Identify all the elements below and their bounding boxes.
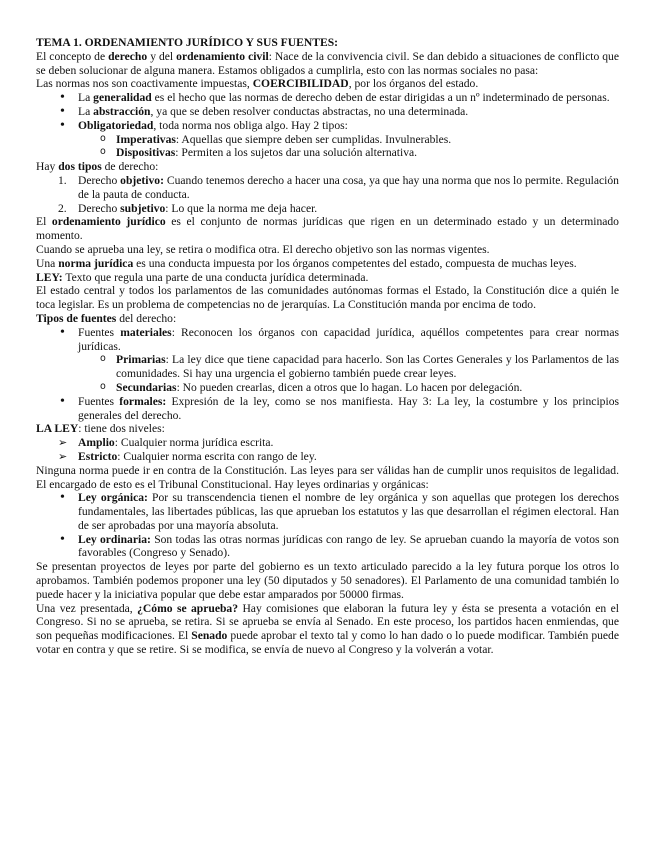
list-item: o Imperativas: Aquellas que siempre deben ser cumplidas. Invulnerables.: [116, 133, 619, 147]
paragraph-coercibilidad: Las normas nos son coactivamente impuestas, COERCIBILIDAD, por los órganos del estado.: [36, 77, 479, 91]
paragraph-constitucion: Ninguna norma puede ir en contra de la Constitución. Las leyes para ser válidas han de cumplir unos requisitos de legalidad. El encargado de esto es el Tribunal Constitucional. Hay leyes ordinarias y orgánicas:: [36, 463, 619, 491]
paragraph-ley-definition: LEY: Texto que regula una parte de una conducta jurídica determinada.: [36, 270, 369, 284]
list-item: • Fuentes materiales: Reconocen los órganos con capacidad jurídica, aquéllos competentes para crear normas jurídicas. o Primarias: La ley dice que tiene capacidad para hacerlo. Son las Cortes Generales y los Parlamentos de las comunidades. Si hay una urgencia el gobierno también puede crear leyes. o Secundarias: No pueden crearlas, dicen a otros que lo hagan. Lo hacen por delegación.: [78, 326, 619, 395]
list-item: 1. Derecho objetivo: Cuando tenemos derecho a hacer una cosa, ya que hay una norma que nos lo permite. Regulación de la pauta de conducta.: [58, 173, 619, 201]
paragraph-estado: El estado central y todos los parlamentos de las comunidades autónomas formas el Estado, la Constitución dice a quién le toca legislar. Es un problema de competencias no de jerarquías. La Constitución manda por encima de todo.: [36, 284, 619, 312]
list-item: o Secundarias: No pueden crearlas, dicen a otros que lo hagan. Lo hacen por delegación.: [116, 381, 619, 395]
list-item: ➢ Estricto: Cualquier norma escrita con rango de ley.: [78, 450, 619, 464]
derecho-types-list: [36, 174, 619, 215]
list-item: 2. Derecho subjetivo: Lo que la norma me deja hacer.: [58, 201, 318, 215]
paragraph-aprobacion: Una vez presentada, ¿Cómo se aprueba? Hay comisiones que elaboran la futura ley y ésta se presenta a votación en el Congreso. Si no se aprueba, se retira. Si se aprueba se envía al Senado. En este proceso, los partidos hacen enmiendas, que son pequeñas modificaciones. El Senado puede aprobar el texto tal y como lo han dado o lo puede modificar. También puede votar en contra y que se retire. Si se modifica, se envía de nuevo al Congreso y la volverán a votar.: [36, 601, 619, 657]
paragraph-dos-tipos: Hay dos tipos de derecho:: [36, 160, 159, 174]
list-item: o Dispositivas: Permiten a los sujetos dar una solución alternativa.: [116, 146, 619, 160]
list-item: • Obligatoriedad, toda norma nos obliga algo. Hay 2 tipos: o Imperativas: Aquellas que siempre deben ser cumplidas. Invulnerables. o Dispositivas: Permiten a los sujetos dar una solución alternativa.: [78, 119, 619, 160]
paragraph-norma-juridica: Una norma jurídica es una conducta impuesta por los órganos competentes del estado, compuesta de muchas leyes.: [36, 256, 577, 270]
paragraph-ordenamiento: El ordenamiento jurídico es el conjunto de normas jurídicas que rigen en un determinado estado y un determinado momento.: [36, 215, 619, 243]
paragraph-vigentes: Cuando se aprueba una ley, se retira o modifica otra. El derecho objetivo son las normas vigentes.: [36, 242, 490, 256]
paragraph-concept: El concepto de derecho y del ordenamiento civil: Nace de la convivencia civil. Se dan debido a situaciones de conflicto que se deben solucionar de alguna manera. Estamos obligados a cumplirla, esto con las normas sociales no pasa:: [36, 49, 620, 77]
ley-types-list: [36, 491, 619, 560]
fuentes-list: [36, 326, 619, 423]
ley-levels-list: [36, 436, 619, 464]
list-item: ➢ Amplio: Cualquier norma jurídica escrita.: [78, 436, 619, 450]
page-title: TEMA 1. ORDENAMIENTO JURÍDICO Y SUS FUENTES:: [36, 36, 339, 49]
list-item: o Primarias: La ley dice que tiene capacidad para hacerlo. Son las Cortes Generales y los Parlamentos de las comunidades. Si hay una urgencia el gobierno también puede crear leyes.: [116, 353, 619, 381]
characteristics-list: [36, 91, 619, 160]
list-item: • Fuentes formales: Expresión de la ley, como se nos manifiesta. Hay 3: La ley, la costumbre y los principios generales del derecho.: [78, 395, 619, 423]
paragraph-la-ley: LA LEY: tiene dos niveles:: [36, 422, 165, 436]
list-item: • Ley orgánica: Por su transcendencia tienen el nombre de ley orgánica y son aquellas que protegen los derechos fundamentales, las libertades públicas, las que aprueban los estatutos y las que desarrollan el régimen electoral. Han de ser aprobadas por una mayoría absoluta.: [78, 491, 619, 532]
list-item: • La abstracción, ya que se deben resolver conductas abstractas, no una determinada.: [78, 105, 619, 119]
obligatoriedad-types-list: [78, 133, 619, 161]
list-item: • La generalidad es el hecho que las normas de derecho deben de estar dirigidas a un nº indeterminado de personas.: [78, 91, 619, 105]
fuentes-materiales-sublist: [78, 353, 619, 394]
paragraph-tipos-fuentes: Tipos de fuentes del derecho:: [36, 311, 177, 325]
paragraph-proyectos: Se presentan proyectos de leyes por parte del gobierno es un texto articulado parecido a la ley futura porque los otros lo aprobamos. También podemos proponer una ley (50 diputados y 50 senadores). El Parlamento de una comunidad también lo puede hacer y la iniciativa popular que debe estar amparados por 50000 firmas.: [36, 560, 619, 601]
list-item: • Ley ordinaria: Son todas las otras normas jurídicas con rango de ley. Se aprueban cuando la mayoría de votos son favorables (Congreso y Senado).: [78, 533, 619, 561]
